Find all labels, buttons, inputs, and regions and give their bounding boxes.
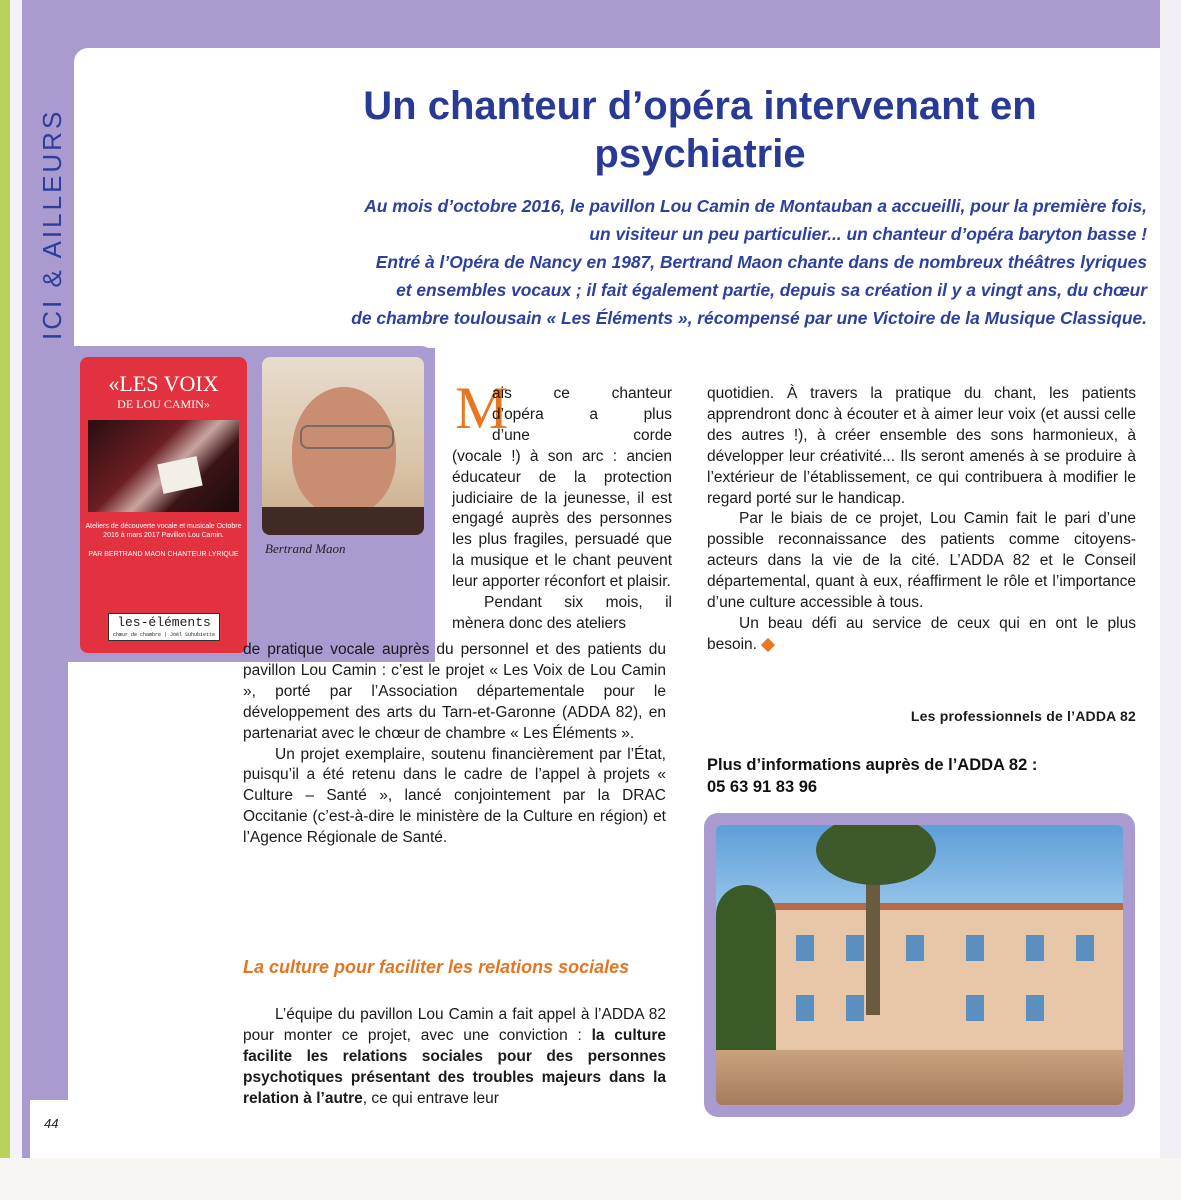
column-2 <box>707 384 1136 656</box>
article-title: Un chanteur d’opéra intervenant en psychiatrie <box>363 84 1037 176</box>
col1-para-4-start: L’équipe du pavillon Lou Camin a fait appel à l’ADDA 82 pour monter ce projet, avec une conviction : <box>243 1006 666 1044</box>
portrait-glasses <box>300 425 394 449</box>
signature: Les professionnels de l’ADDA 82 <box>910 708 1136 724</box>
poster-logo-text: les-éléments <box>117 615 211 630</box>
poster-details: Ateliers de découverte vocale et musicale Octobre 2016 à mars 2017 Pavillon Lou Camin. <box>85 523 242 539</box>
col2-para-2: Par le biais de ce projet, Lou Camin fait le pari d’une possible reconnaissance des patients comme citoyens-acteurs dans la vie de la cité. L’ADDA 82 et le Conseil départemental, quant à eux, réaffirment le rôle et l’importance d’une culture accessible à tous. <box>707 510 1136 612</box>
building-photo <box>716 825 1123 1105</box>
intro-line-5: de chambre toulousain « Les Éléments », récompensé par une Victoire de la Musique Classique. <box>351 308 1147 328</box>
poster-photo <box>88 420 239 512</box>
info-label: Plus d’informations auprès de l’ADDA 82 : <box>707 756 1038 774</box>
portrait-face <box>292 387 396 515</box>
page-number: 44 <box>44 1116 59 1131</box>
page-edge-right <box>1160 0 1181 1200</box>
col2-para-3-text: Un beau défi au service de ceux qui en ont le plus besoin. <box>707 614 1136 653</box>
intro-line-2: un visiteur un peu particulier... un chanteur d’opéra baryton basse ! <box>589 224 1147 244</box>
col1-para-1: (vocale !) à son arc : ancien éducateur de la protection judiciaire de la jeunesse, il est engagé auprès des personnes les plus fragiles, persuadé que la musique et le chant peuvent leur apporter réconfort et plaisir. <box>452 447 672 591</box>
intro-line-1: Au mois d’octobre 2016, le pavillon Lou Camin de Montauban a accueilli, pour la première fois, <box>364 196 1147 216</box>
drop-cap: M <box>455 375 509 441</box>
col1-line-1: ais ce chanteur <box>492 385 672 402</box>
column-1-bottom <box>243 1005 666 1110</box>
intro-line-4: et ensembles vocaux ; il fait également partie, depuis sa création il y a vingt ans, du chœur <box>396 280 1147 300</box>
col1-para-3: Un projet exemplaire, soutenu financièrement par l’État, puisqu’il a été retenu dans le cadre de l’appel à projets « Culture – Santé », lancé conjointement par la DRAC Occitanie (c’est-à-dire le ministère de la Culture en région) et l’Agence Régionale de Santé. <box>243 745 666 847</box>
page-bottom-margin <box>0 1158 1181 1200</box>
poster-image <box>80 357 247 653</box>
col1-para-4-bold: la culture facilite les relations sociales pour des personnes psychotiques présentant des troubles majeurs dans la relation à l’autre <box>243 1026 666 1107</box>
portrait-photo <box>262 357 424 535</box>
portrait-shirt <box>262 507 424 535</box>
end-diamond-icon <box>761 638 775 652</box>
poster-subtitle: DE LOU CAMIN» <box>117 397 210 411</box>
poster-logo <box>108 613 220 641</box>
info-phone: 05 63 91 83 96 <box>707 778 818 796</box>
poster-credit: PAR BERTRAND MAON CHANTEUR LYRIQUE <box>88 551 239 558</box>
col2-para-1: quotidien. À travers la pratique du chant, les patients apprendront donc à écouter et à aimer leur voix (et aussi celle des autres !), à créer ensemble des sons harmonieux, à développer leur créativité... Ils seront amenés à se produire à l’extérieur de l’établissement, ce qui contribuera à modifier le regard porté sur le handicap. <box>707 385 1136 507</box>
poster-logo-sub: chœur de chambre | Joël Suhubiette <box>112 632 216 638</box>
col1-para-2-start: Pendant six mois, il mènera donc des ateliers <box>452 594 672 632</box>
info-block <box>707 754 1136 798</box>
column-1 <box>243 640 666 849</box>
col1-line-2: d’opéra a plus <box>492 405 672 423</box>
col1-para-2: de pratique vocale auprès du personnel et des patients du pavillon Lou Camin : c’est le projet « Les Voix de Lou Camin », porté par l’Association départementale pour le développement des arts du Tarn-et-Garonne (ADDA 82), en partenariat avec le chœur de chambre « Les Éléments ». <box>243 641 666 742</box>
article-intro <box>222 192 1147 332</box>
intro-line-3: Entré à l’Opéra de Nancy en 1987, Bertrand Maon chante dans de nombreux théâtres lyriques <box>375 252 1147 272</box>
col1-para-4-end: , ce qui entrave leur <box>362 1089 499 1107</box>
poster-title: «LES VOIX <box>108 371 219 396</box>
subheading: La culture pour faciliter les relations sociales <box>243 957 630 977</box>
col1-para-4 <box>243 1005 666 1110</box>
col1-line-3: d’une corde <box>492 426 672 444</box>
column-1-top <box>452 384 672 635</box>
section-label: ICI & AILLEURS <box>37 108 67 340</box>
portrait-caption: Bertrand Maon <box>265 541 346 556</box>
col2-para-3 <box>707 614 1136 656</box>
